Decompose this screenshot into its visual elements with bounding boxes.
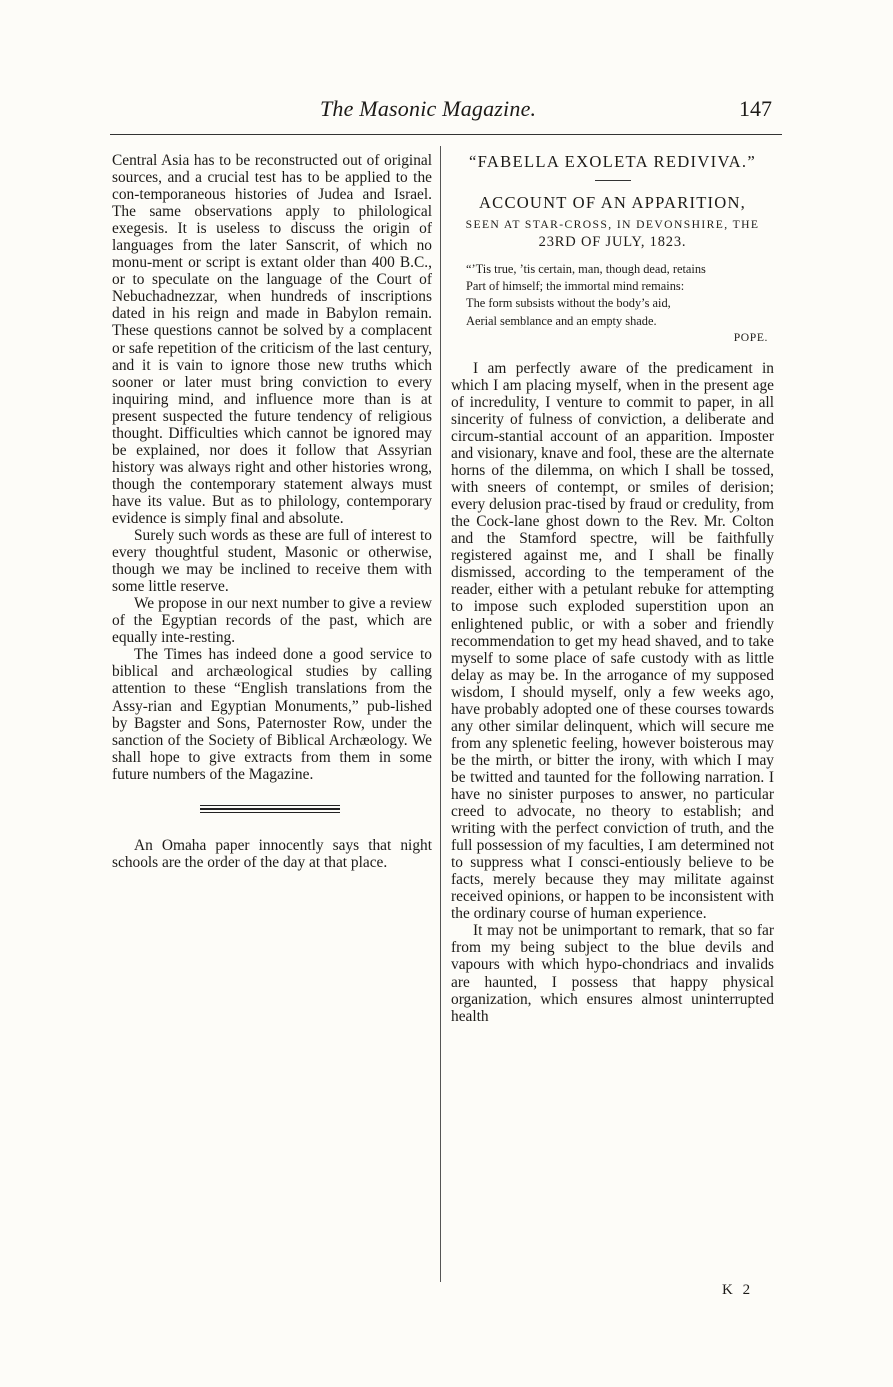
- running-title: The Masonic Magazine.: [320, 96, 537, 121]
- news-note: An Omaha paper innocently says that night schools are the order of the day at that place.: [112, 836, 432, 871]
- verse-line: “’Tis true, ’tis certain, man, though dead, retains: [466, 262, 706, 276]
- body-paragraph: Central Asia has to be reconstructed out of original sources, and a crucial test has to be applied to the con-temporaneous histories of Judea and Israel. The same observations apply to philological exegesis. It is useless to discuss the origin of languages from the later Sanscrit, of which no monu-ment or script is extant older than 400 B.C., or to speculate on the language of the Court of Nebuchadnezzar, when hundreds of inscriptions dated in his reign and made in Babylon remain. These questions cannot be solved by a complacent or safe repetition of the criticism of the last century, and it is vain to ignore those new truths which sooner or later must bring conviction to every inquiring mind, and influence more than is at present suspected the future tendency of religious thought. Difficulties which cannot be ignored may be explained, nor does it follow that Assyrian history was always right and other histories wrong, though the contemporary statement always must have its value. But as to philology, contemporary evidence is simply final and absolute.: [112, 152, 432, 527]
- article-subtitle: ACCOUNT OF AN APPARITION,: [479, 193, 746, 212]
- signature-mark: K 2: [722, 1282, 754, 1298]
- body-paragraph: Surely such words as these are full of interest to every thoughtful student, Masonic or otherwise, though we may be inclined to receive them with some little reserve.: [112, 527, 432, 596]
- page-number: 147: [739, 96, 772, 121]
- article-location: SEEN AT STAR-CROSS, IN DEVONSHIRE, THE: [465, 218, 760, 231]
- verse-attribution: POPE.: [733, 330, 768, 344]
- header-rule: [110, 134, 782, 135]
- section-separator: [112, 789, 432, 829]
- verse-line: Part of himself; the immortal mind remains:: [466, 279, 685, 294]
- body-paragraph: It may not be unimportant to remark, that so far from my being subject to the blue devils and vapours with which hypo-chondriacs and invalids are haunted, I possess that happy physical organization, which ensures almost uninterrupted health: [451, 922, 774, 1025]
- body-paragraph: The Times has indeed done a good service to biblical and archæological studies by calling attention to these “English translations from the Assy-rian and Egyptian Monuments,” pub-lished by Bagster and Sons, Paternoster Row, under the sanction of the Society of Biblical Archæology. We shall hope to give extracts from them in some future numbers of the Magazine.: [112, 646, 432, 783]
- right-column: [451, 152, 774, 1025]
- article-title: “FABELLA EXOLETA REDIVIVA.”: [468, 152, 757, 171]
- left-column: [112, 152, 432, 871]
- epigraph-verse: [466, 261, 774, 330]
- verse-line: The form subsists without the body’s aid,: [466, 296, 671, 311]
- running-header: [110, 96, 782, 132]
- body-paragraph: We propose in our next number to give a review of the Egyptian records of the past, which are equally inte-resting.: [112, 595, 432, 647]
- body-paragraph: I am perfectly aware of the predicament in which I am placing myself, when in the present age of incredulity, I venture to commit to paper, in all sincerity of fulness of conviction, a deliberate and circum-stantial account of an apparition. Imposter and visionary, knave and fool, these are the alternate horns of the dilemma, on which I shall be tossed, with sneers of contempt, or smiles of derision; every delusion prac-tised by fraud or credulity, from the Cock-lane ghost down to the Rev. Mr. Colton and the Stamford spectre, will be faithfully registered against me, and I shall be finally dismissed, according to the temperament of the reader, either with a petulant rebuke for attempting to impose such exploded superstition upon an enlightened public, or with a sober and friendly recommendation to get my head shaved, and to take myself to some place of safe custody with as little delay as may be. In the arrogance of my supposed wisdom, I should myself, only a few weeks ago, have probably adopted one of these courses towards any other similar delinquent, which will secure me from any splenetic feeling, however boisterous may be the mirth, or bitter the irony, with which I may be twitted and taunted for the following narration. I have no sinister purposes to answer, no particular creed to advocate, no theory to establish; and writing with the perfect conviction of truth, and the full possession of my faculties, I am determined not to suppress what I consci-entiously believe to be facts, merely because they may militate against received opinions, or happen to be inconsistent with the ordinary course of human experience.: [451, 359, 774, 923]
- article-date: 23RD OF JULY, 1823.: [538, 234, 687, 250]
- verse-line: Aerial semblance and an empty shade.: [466, 313, 657, 328]
- column-divider: [440, 146, 441, 1282]
- title-rule: [595, 180, 631, 181]
